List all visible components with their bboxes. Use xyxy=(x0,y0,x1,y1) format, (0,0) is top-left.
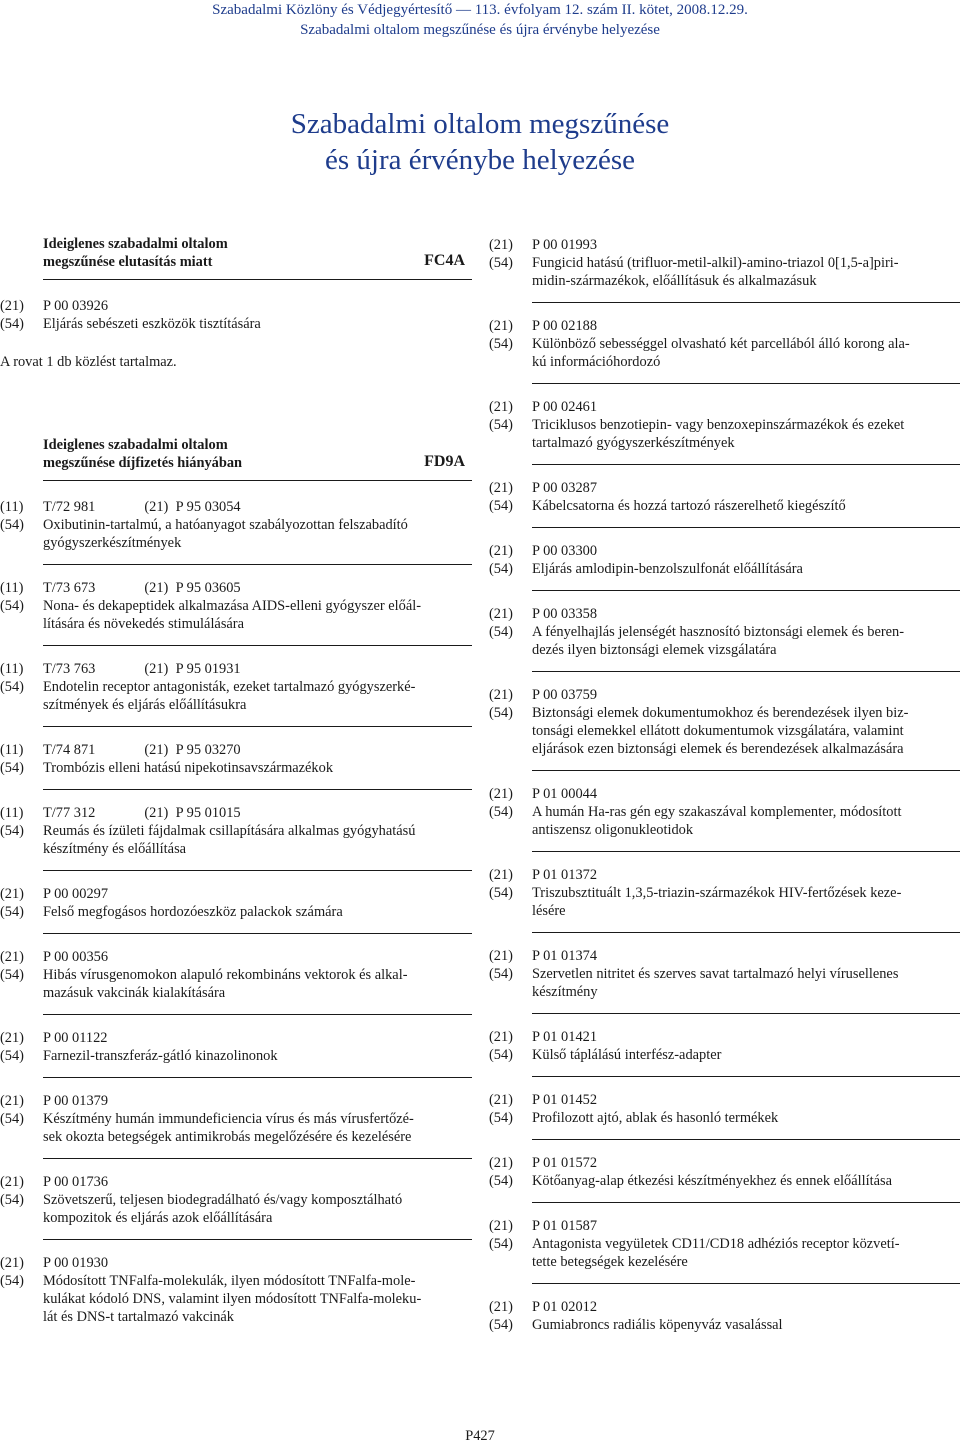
divider xyxy=(532,383,960,384)
code-label: (21) xyxy=(489,1299,513,1315)
divider xyxy=(532,1139,960,1140)
patent-number: T/77 312 xyxy=(43,805,96,821)
running-header xyxy=(0,0,960,40)
title-line: dezés ilyen biztonsági elemek vizsgálatára xyxy=(532,642,777,658)
application-number: P 00 00297 xyxy=(43,886,109,902)
code-label: (54) xyxy=(489,336,513,352)
entry-line-11 xyxy=(0,498,472,516)
entry-line-21 xyxy=(489,542,960,560)
page-title-line2: és újra érvénybe helyezése xyxy=(325,144,635,176)
entry-title: Profilozott ajtó, ablak és hasonló termékek xyxy=(532,1110,779,1126)
entry-line-11 xyxy=(0,741,472,759)
title-line: Fungicid hatású (trifluor-metil-alkil)-amino-triazol 0[1,5-a]piri- xyxy=(532,255,899,271)
code-label: (54) xyxy=(0,1273,24,1289)
right-column xyxy=(489,236,960,1334)
entry-block xyxy=(0,1029,472,1065)
title-line: Biztonsági elemek dokumentumokhoz és berendezések ilyen biz- xyxy=(532,705,909,721)
application-number: P 00 00356 xyxy=(43,949,109,965)
entry-block xyxy=(489,1217,960,1271)
entry-line-21 xyxy=(0,885,472,903)
code-label: (21) xyxy=(489,399,513,415)
title-line: Nona- és dekapeptidek alkalmazása AIDS-elleni gyógyszer előál- xyxy=(43,598,422,614)
divider xyxy=(532,590,960,591)
application-number: P 95 03054 xyxy=(175,499,241,515)
code-label: (21) xyxy=(0,1030,24,1046)
title-line: tartalmazó gyógyszerkészítmények xyxy=(532,435,735,451)
entry-line-21 xyxy=(489,1154,960,1172)
divider xyxy=(532,1202,960,1203)
section-title-line1: Ideiglenes szabadalmi oltalom xyxy=(43,236,228,252)
code-label: (21) xyxy=(0,886,24,902)
code-label: (54) xyxy=(489,561,513,577)
entry-line-21 xyxy=(489,1298,960,1316)
entry-line-54 xyxy=(0,597,472,633)
entry-line-21 xyxy=(489,398,960,416)
code-label: (11) xyxy=(0,580,24,596)
entry-line-21 xyxy=(489,1028,960,1046)
entry-line-54 xyxy=(0,678,472,714)
divider xyxy=(532,932,960,933)
title-line: Triciklusos benzotiepin- vagy benzoxepinszármazékok és ezeket xyxy=(532,417,905,433)
entry-block xyxy=(489,542,960,578)
entry-title xyxy=(43,516,472,552)
entry-block xyxy=(489,605,960,659)
title-line: Reumás és ízületi fájdalmak csillapítására alkalmas gyógyhatású xyxy=(43,823,416,839)
page-title-line1: Szabadalmi oltalom megszűnése xyxy=(290,108,670,140)
code-label: (11) xyxy=(0,742,24,758)
entry-title xyxy=(43,1191,472,1227)
title-line: Oxibutinin-tartalmú, a hatóanyagot szabályozottan felszabadító xyxy=(43,517,408,533)
entry-line-54 xyxy=(489,623,960,659)
page-title xyxy=(0,106,960,178)
title-line: tonsági elemekkel ellátott dokumentumok vizsgálatára, valamint xyxy=(532,723,904,739)
entry-line-54 xyxy=(489,1172,960,1190)
entry-block xyxy=(0,1254,472,1326)
title-line: kú információhordozó xyxy=(532,354,661,370)
title-line: midin-származékok, előállításuk és alkalmazásuk xyxy=(532,273,817,289)
entry-line-54 xyxy=(0,1110,472,1146)
entry-line-21 xyxy=(489,866,960,884)
entry-title xyxy=(532,965,960,1001)
entry-block xyxy=(489,236,960,290)
title-line: Triszubsztituált 1,3,5-triazin-származékok HIV-fertőzések keze- xyxy=(532,885,902,901)
entry-block xyxy=(489,1298,960,1334)
entry-line-54 xyxy=(489,416,960,452)
code-label: (21) xyxy=(489,237,513,253)
entry-line-54 xyxy=(489,965,960,1001)
code-label: (54) xyxy=(489,624,513,640)
entry-block xyxy=(489,866,960,920)
entry-line-21 xyxy=(489,317,960,335)
entry-title xyxy=(532,1235,960,1271)
entry-block xyxy=(489,398,960,452)
application-number: P 01 01372 xyxy=(532,867,598,883)
title-line: készítmény xyxy=(532,984,598,1000)
entry-title: Eljárás sebészeti eszközök tisztítására xyxy=(43,316,261,332)
code-label: (21) xyxy=(144,742,169,758)
code-label: (21) xyxy=(489,543,513,559)
entry-title: Eljárás amlodipin-benzolszulfonát előállítására xyxy=(532,561,803,577)
application-number: P 00 03287 xyxy=(532,480,598,496)
entry-title xyxy=(532,884,960,920)
divider xyxy=(532,1076,960,1077)
code-label: (54) xyxy=(489,705,513,721)
entry-line-54 xyxy=(489,884,960,920)
title-line: lésére xyxy=(532,903,566,919)
section-heading-fd9a xyxy=(0,436,472,472)
divider xyxy=(43,726,472,727)
entry-line-54 xyxy=(0,1047,472,1065)
section-line: Szabadalmi oltalom megszűnése és újra érvénybe helyezése xyxy=(300,22,660,38)
title-line: Szövetszerű, teljesen biodegradálható és/vagy komposztálható xyxy=(43,1192,403,1208)
entry-block xyxy=(489,479,960,515)
entry-title: Gumiabroncs radiális köpenyváz vasalással xyxy=(532,1317,783,1333)
entry-line-11 xyxy=(0,660,472,678)
divider xyxy=(43,789,472,790)
divider xyxy=(532,671,960,672)
divider xyxy=(532,1283,960,1284)
application-number: P 00 03926 xyxy=(43,298,109,314)
code-label: (54) xyxy=(0,967,24,983)
entry-title xyxy=(532,254,960,290)
code-label: (21) xyxy=(0,1255,24,1271)
code-label: (54) xyxy=(0,904,24,920)
entry-block xyxy=(0,885,472,921)
divider xyxy=(532,851,960,852)
entry-block xyxy=(489,947,960,1001)
entry-line-21 xyxy=(0,1254,472,1272)
code-label: (21) xyxy=(0,1093,24,1109)
entry-line-11 xyxy=(0,579,472,597)
divider xyxy=(43,933,472,934)
entry-line-54 xyxy=(0,516,472,552)
entry-line-21 xyxy=(489,1091,960,1109)
entry-line-54 xyxy=(489,1109,960,1127)
application-number: P 01 02012 xyxy=(532,1299,598,1315)
title-line: mazásuk vakcinák kialakítására xyxy=(43,985,226,1001)
code-label: (21) xyxy=(489,1092,513,1108)
code-label: (11) xyxy=(0,805,24,821)
entry-title: Farnezil-transzferáz-gátló kinazolinonok xyxy=(43,1048,278,1064)
section-title-line2: megszűnése elutasítás miatt xyxy=(43,254,213,270)
entry-block xyxy=(489,785,960,839)
entry-line-21 xyxy=(489,686,960,704)
entry-line-54 xyxy=(0,822,472,858)
code-label: (21) xyxy=(144,499,169,515)
divider xyxy=(43,564,472,565)
code-label: (21) xyxy=(0,949,24,965)
section-title-line1: Ideiglenes szabadalmi oltalom xyxy=(43,437,228,453)
title-line: készítmény és előállítása xyxy=(43,841,187,857)
entry-line-11 xyxy=(0,804,472,822)
entry-line-21 xyxy=(489,947,960,965)
divider xyxy=(43,1239,472,1240)
entry-line-54 xyxy=(489,704,960,758)
entry-line-54 xyxy=(0,315,472,333)
divider xyxy=(43,480,472,481)
entry-title xyxy=(532,704,960,758)
divider xyxy=(43,279,472,280)
entry-line-54 xyxy=(489,254,960,290)
title-line: gyógyszerkészítmények xyxy=(43,535,182,551)
title-line: Hibás vírusgenomokon alapuló rekombináns vektorok és alkal- xyxy=(43,967,408,983)
entry-line-54 xyxy=(489,560,960,578)
application-number: P 95 01931 xyxy=(175,661,241,677)
entry-block xyxy=(0,660,472,714)
entry-block xyxy=(0,498,472,552)
entry-block xyxy=(0,741,472,777)
entry-block xyxy=(489,686,960,758)
code-label: (54) xyxy=(489,1317,513,1333)
application-number: P 00 02188 xyxy=(532,318,598,334)
entry-title: Kötőanyag-alap étkezési készítményekhez és ennek előállítása xyxy=(532,1173,893,1189)
application-number: P 01 01587 xyxy=(532,1218,598,1234)
page-number: P427 xyxy=(465,1428,495,1444)
code-label: (54) xyxy=(0,1111,24,1127)
entry-line-54 xyxy=(489,497,960,515)
code-label: (54) xyxy=(489,498,513,514)
code-label: (54) xyxy=(489,1047,513,1063)
entry-title xyxy=(532,416,960,452)
code-label: (11) xyxy=(0,661,24,677)
code-label: (21) xyxy=(489,318,513,334)
entry-title: Felső megfogásos hordozóeszköz palackok számára xyxy=(43,904,343,920)
entry-block xyxy=(489,1028,960,1064)
code-label: (11) xyxy=(0,499,24,515)
entry-block xyxy=(0,579,472,633)
entry-title xyxy=(43,678,472,714)
code-label: (21) xyxy=(0,1174,24,1190)
code-label: (21) xyxy=(144,805,169,821)
entry-line-21 xyxy=(0,948,472,966)
code-label: (54) xyxy=(0,517,24,533)
patent-number: T/74 871 xyxy=(43,742,96,758)
code-label: (21) xyxy=(489,1029,513,1045)
code-label: (21) xyxy=(489,480,513,496)
entry-line-54 xyxy=(489,1235,960,1271)
application-number: P 95 01015 xyxy=(175,805,241,821)
divider xyxy=(532,770,960,771)
application-number: P 00 01379 xyxy=(43,1093,109,1109)
entry-title xyxy=(43,822,472,858)
title-line: lát és DNS-t tartalmazó vakcinák xyxy=(43,1309,235,1325)
title-line: lítására és növekedés stimulálására xyxy=(43,616,244,632)
code-label: (21) xyxy=(489,606,513,622)
code-label: (21) xyxy=(489,786,513,802)
left-column xyxy=(0,235,472,1326)
entry-title xyxy=(532,335,960,371)
title-line: szítmények és eljárás előállításukra xyxy=(43,697,247,713)
application-number: P 00 03759 xyxy=(532,687,598,703)
section-code: FD9A xyxy=(424,453,465,470)
entry-title xyxy=(43,597,472,633)
section-heading-fc4a xyxy=(0,235,472,271)
title-line: eljárások ezen biztonsági elemek és berendezések alkalmazására xyxy=(532,741,904,757)
title-line: tette betegségek kezelésére xyxy=(532,1254,688,1270)
entry-block xyxy=(0,1092,472,1146)
application-number: P 00 01736 xyxy=(43,1174,109,1190)
entry-title xyxy=(43,1272,472,1326)
code-label: (21) xyxy=(489,948,513,964)
section-code: FC4A xyxy=(424,252,465,269)
divider xyxy=(43,645,472,646)
entry-block xyxy=(489,1091,960,1127)
patent-number: T/73 673 xyxy=(43,580,96,596)
code-label: (54) xyxy=(0,1048,24,1064)
journal-line: Szabadalmi Közlöny és Védjegyértesítő — 113. évfolyam 12. szám II. kötet, 2008.12.29. xyxy=(212,2,748,18)
divider xyxy=(43,1014,472,1015)
code-label: (54) xyxy=(0,760,24,776)
patent-number: T/72 981 xyxy=(43,499,96,515)
code-label: (21) xyxy=(489,687,513,703)
entry-line-54 xyxy=(489,335,960,371)
code-label: (54) xyxy=(489,417,513,433)
entry-block xyxy=(0,804,472,858)
section-title-line2: megszűnése díjfizetés hiányában xyxy=(43,455,243,471)
entry-line-21 xyxy=(0,297,472,315)
code-label: (54) xyxy=(489,1173,513,1189)
divider xyxy=(43,1077,472,1078)
application-number: P 00 01930 xyxy=(43,1255,109,1271)
code-label: (54) xyxy=(489,966,513,982)
entry-line-21 xyxy=(489,479,960,497)
entry-line-54 xyxy=(0,1272,472,1326)
title-line: Módosított TNFalfa-molekulák, ilyen módosított TNFalfa-mole- xyxy=(43,1273,416,1289)
code-label: (21) xyxy=(489,1218,513,1234)
section-note: A rovat 1 db közlést tartalmaz. xyxy=(0,354,177,370)
title-line: kompozitok és eljárás azok előállítására xyxy=(43,1210,273,1226)
title-line: Antagonista vegyületek CD11/CD18 adhéziós receptor közvetí- xyxy=(532,1236,900,1252)
code-label: (54) xyxy=(0,316,24,332)
entry-line-21 xyxy=(489,785,960,803)
application-number: P 01 01452 xyxy=(532,1092,598,1108)
entry-line-54 xyxy=(0,1191,472,1227)
entry-line-54 xyxy=(489,1316,960,1334)
entry-line-21 xyxy=(0,1092,472,1110)
divider xyxy=(532,527,960,528)
entry-line-54 xyxy=(0,966,472,1002)
application-number: P 01 01572 xyxy=(532,1155,598,1171)
divider xyxy=(532,1013,960,1014)
entry-block xyxy=(489,1154,960,1190)
divider xyxy=(43,870,472,871)
title-line: antiszensz oligonukleotidok xyxy=(532,822,694,838)
entry-line-21 xyxy=(489,1217,960,1235)
title-line: Endotelin receptor antagonisták, ezeket tartalmazó gyógyszerké- xyxy=(43,679,416,695)
title-line: A fényelhajlás jelenségét hasznosító biztonsági elemek és beren- xyxy=(532,624,905,640)
entry-title xyxy=(43,1110,472,1146)
entry-title: Külső táplálású interfész-adapter xyxy=(532,1047,722,1063)
code-label: (21) xyxy=(0,298,24,314)
entry-line-21 xyxy=(489,236,960,254)
code-label: (54) xyxy=(0,1192,24,1208)
title-line: Szervetlen nitritet és szerves savat tartalmazó helyi vírusellenes xyxy=(532,966,899,982)
application-number: P 01 01421 xyxy=(532,1029,598,1045)
entry-title xyxy=(43,966,472,1002)
entry-line-21 xyxy=(0,1173,472,1191)
entry-line-54 xyxy=(489,803,960,839)
entry-line-21 xyxy=(0,1029,472,1047)
code-label: (21) xyxy=(489,1155,513,1171)
title-line: kulákat kódoló DNS, valamint ilyen módosított TNFalfa-moleku- xyxy=(43,1291,422,1307)
entry-line-54 xyxy=(0,759,472,777)
entry-title xyxy=(532,803,960,839)
title-line: A humán Ha-ras gén egy szakaszával komplementer, módosított xyxy=(532,804,902,820)
entry-title: Trombózis elleni hatású nipekotinsavszármazékok xyxy=(43,760,334,776)
code-label: (54) xyxy=(489,804,513,820)
application-number: P 01 00044 xyxy=(532,786,598,802)
patent-number: T/73 763 xyxy=(43,661,96,677)
application-number: P 95 03270 xyxy=(175,742,241,758)
code-label: (54) xyxy=(0,823,24,839)
entry-block xyxy=(0,1173,472,1227)
code-label: (54) xyxy=(489,255,513,271)
code-label: (54) xyxy=(0,679,24,695)
entry-line-54 xyxy=(489,1046,960,1064)
application-number: P 00 02461 xyxy=(532,399,598,415)
title-line: Különböző sebességgel olvasható két parcellából álló korong ala- xyxy=(532,336,910,352)
title-line: sek okozta betegségek antimikrobás megelőzésére és kezelésére xyxy=(43,1129,412,1145)
application-number: P 00 03358 xyxy=(532,606,598,622)
entry-title xyxy=(532,623,960,659)
code-label: (21) xyxy=(489,867,513,883)
entry-block xyxy=(489,317,960,371)
entry-line-54 xyxy=(0,903,472,921)
code-label: (54) xyxy=(489,1236,513,1252)
application-number: P 00 01122 xyxy=(43,1030,108,1046)
code-label: (54) xyxy=(489,885,513,901)
code-label: (21) xyxy=(144,661,169,677)
application-number: P 00 03300 xyxy=(532,543,598,559)
application-number: P 00 01993 xyxy=(532,237,598,253)
divider xyxy=(532,302,960,303)
entry-block xyxy=(0,297,472,333)
entry-block xyxy=(0,948,472,1002)
code-label: (21) xyxy=(144,580,169,596)
entry-line-21 xyxy=(489,605,960,623)
entry-title: Kábelcsatorna és hozzá tartozó rászerelhető kiegészítő xyxy=(532,498,846,514)
code-label: (54) xyxy=(0,598,24,614)
code-label: (54) xyxy=(489,1110,513,1126)
divider xyxy=(43,1158,472,1159)
title-line: Készítmény humán immundeficiencia vírus és más vírusfertőzé- xyxy=(43,1111,414,1127)
divider xyxy=(532,464,960,465)
application-number: P 95 03605 xyxy=(175,580,241,596)
application-number: P 01 01374 xyxy=(532,948,598,964)
